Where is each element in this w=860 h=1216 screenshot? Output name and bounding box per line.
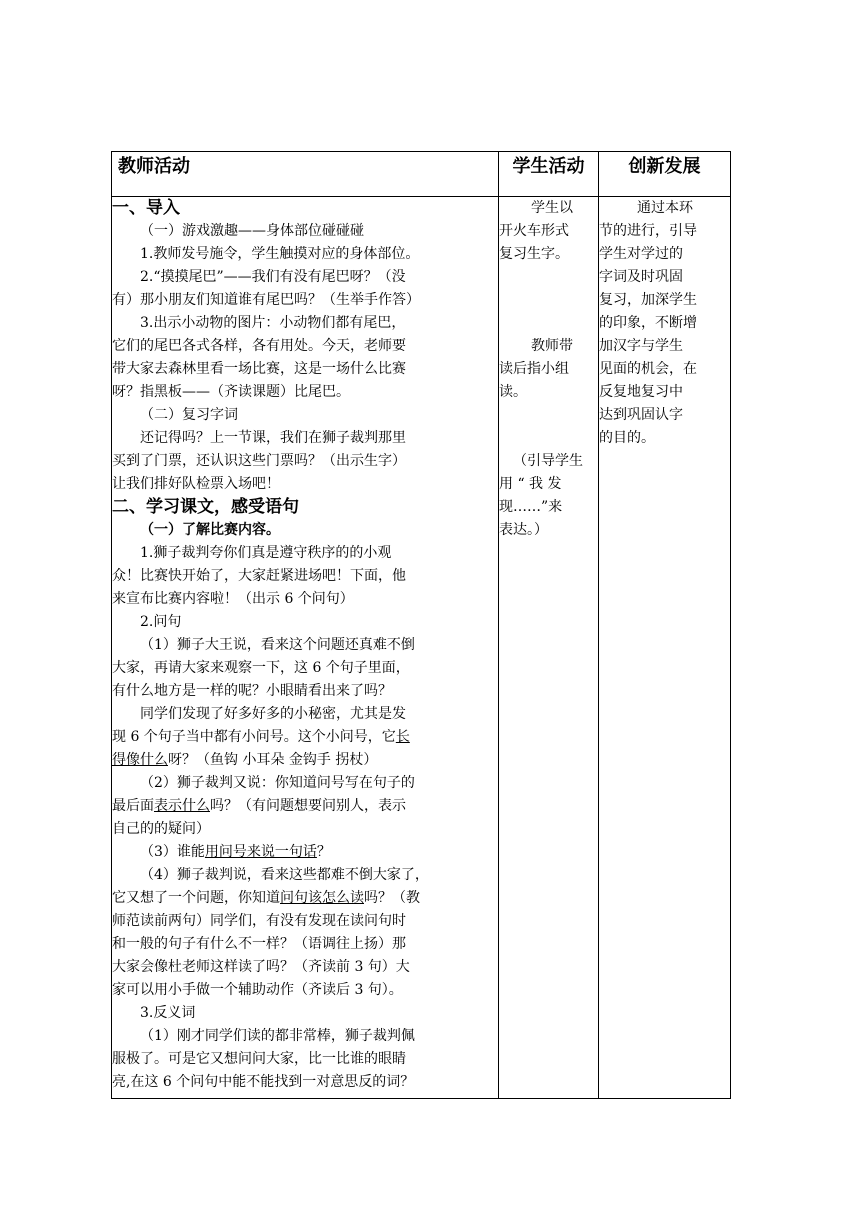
content-row [112,197,731,1099]
text-line: 服极了。可是它又想问问大家，比一比谁的眼睛 [112,1051,406,1067]
text-line: （2）狮子裁判又说：你知道问号写在句子的 [140,775,415,791]
text-line: 节的进行，引导 [599,223,697,239]
text-line: 让我们排好队检票入场吧！ [112,476,280,492]
text-line [112,841,498,864]
text-line: 达到巩固认字 [599,407,683,423]
text-line [112,887,498,910]
text-span: （3）谁能 [140,844,205,860]
underlined-phrase: 得像什么 [112,752,168,768]
text-line: 表达。） [499,522,548,538]
text-line: 开火车形式 [499,223,569,239]
subsection-title: （二）复习字词 [140,407,238,423]
text-line: 有什么地方是一样的呢？小眼睛看出来了吗？ [112,683,392,699]
subsection-title: （一）游戏激趣——身体部位碰碰碰 [140,223,364,239]
text-line: 它们的尾巴各式各样，各有用处。今天，老师要 [112,338,406,354]
header-teacher: 教师活动 [112,152,499,197]
text-line: 和一般的句子有什么不一样？（语调往上扬）那 [112,936,406,952]
text-line: 大家，再请大家来观察一下，这 6 个句子里面， [112,660,410,676]
text-line: 读后指小组 [499,361,569,377]
text-line: 的印象，不断增 [599,315,697,331]
text-line: 1.狮子裁判夸你们真是遵守秩序的的小观 [140,545,392,561]
underlined-phrase: 表示什么 [154,798,210,814]
innovation-cell [599,197,731,1099]
text-line [112,795,498,818]
text-line: 加汉字与学生 [599,338,683,354]
text-line: （4）狮子裁判说，看来这些都难不倒大家了， [140,867,429,883]
text-line: 带大家去森林里看一场比赛，这是一场什么比赛 [112,361,406,377]
text-line: 用 “ 我 发 [499,476,562,492]
text-line: 亮,在这 6 个问句中能不能找到一对意思反的词？ [112,1074,415,1090]
text-line: 反复地复习中 [599,384,683,400]
text-line: 大家会像杜老师这样读了吗？（齐读前 3 句）大 [112,959,410,975]
text-line: 读。 [499,384,527,400]
underlined-phrase: 长 [395,729,410,745]
text-line: 通过本环 [637,200,693,216]
text-line: 呀？指黑板——（齐读课题）比尾巴。 [112,384,350,400]
section-title: 二、学习课文，感受语句 [112,497,299,517]
section-title: 一、导入 [112,198,180,218]
subsection-title: （一）了解比赛内容。 [140,522,280,538]
text-line: 字词及时巩固 [599,269,683,285]
text-span: 吗？（教 [364,890,420,906]
text-line: 来宣布比赛内容啦！（出示 6 个问句） [112,591,354,607]
header-row [112,152,731,197]
text-span: ？ [316,844,331,860]
text-line: 师范读前两句）同学们，有没有发现在读问句时 [112,913,406,929]
header-innovation: 创新发展 [599,152,731,197]
underlined-phrase: 问句该怎么读 [280,890,364,906]
text-line: 2.“摸摸尾巴”——我们有没有尾巴呀？（没 [140,269,406,285]
text-span: 最后面 [112,798,154,814]
text-line: （引导学生 [513,453,583,469]
text-line: 家可以用小手做一个辅助动作（齐读后 3 句）。 [112,982,403,998]
text-line: 教师带 [531,338,573,354]
underlined-phrase: 用问号来说一句话 [204,844,317,860]
text-line: 复习，加深学生 [599,292,697,308]
text-line [112,726,498,749]
text-line: 见面的机会，在 [599,361,697,377]
text-span: 现 6 个句子当中都有小问号。这个小问号，它 [112,729,396,745]
text-span: 呀？（鱼钩 小耳朵 金钩手 拐杖） [168,752,378,768]
text-line: 众！比赛快开始了，大家赶紧进场吧！下面，他 [112,568,406,584]
text-line: 复习生字。 [499,246,569,262]
text-line: 学生以 [531,200,573,216]
text-line: 3.出示小动物的图片：小动物们都有尾巴， [140,315,406,331]
text-line: 有）那小朋友们知道谁有尾巴吗？（生举手作答） [112,292,420,308]
text-line: （1）狮子大王说，看来这个问题还真难不倒 [140,637,415,653]
text-line: 还记得吗？上一节课，我们在狮子裁判那里 [140,430,406,446]
text-line: 同学们发现了好多好多的小秘密，尤其是发 [140,706,406,722]
text-line: 3.反义词 [140,1005,196,1021]
text-span: 它又想了一个问题，你知道 [112,890,280,906]
text-line: 的目的。 [599,430,655,446]
header-student: 学生活动 [499,152,599,197]
lesson-plan-table [111,151,731,1099]
text-line: 2.问句 [140,614,182,630]
text-line: 学生对学过的 [599,246,683,262]
text-line: （1）刚才同学们读的都非常棒，狮子裁判佩 [140,1028,415,1044]
text-line: 买到了门票，还认识这些门票吗？（出示生字） [112,453,406,469]
teacher-activity-cell [112,197,499,1099]
text-line [112,749,498,772]
student-activity-cell [499,197,599,1099]
text-line: 1.教师发号施令，学生触摸对应的身体部位。 [140,246,420,262]
text-line: 现……”来 [499,499,563,515]
text-span: 吗？（有问题想要问别人，表示 [210,798,406,814]
text-line: 自己的的疑问） [112,821,210,837]
